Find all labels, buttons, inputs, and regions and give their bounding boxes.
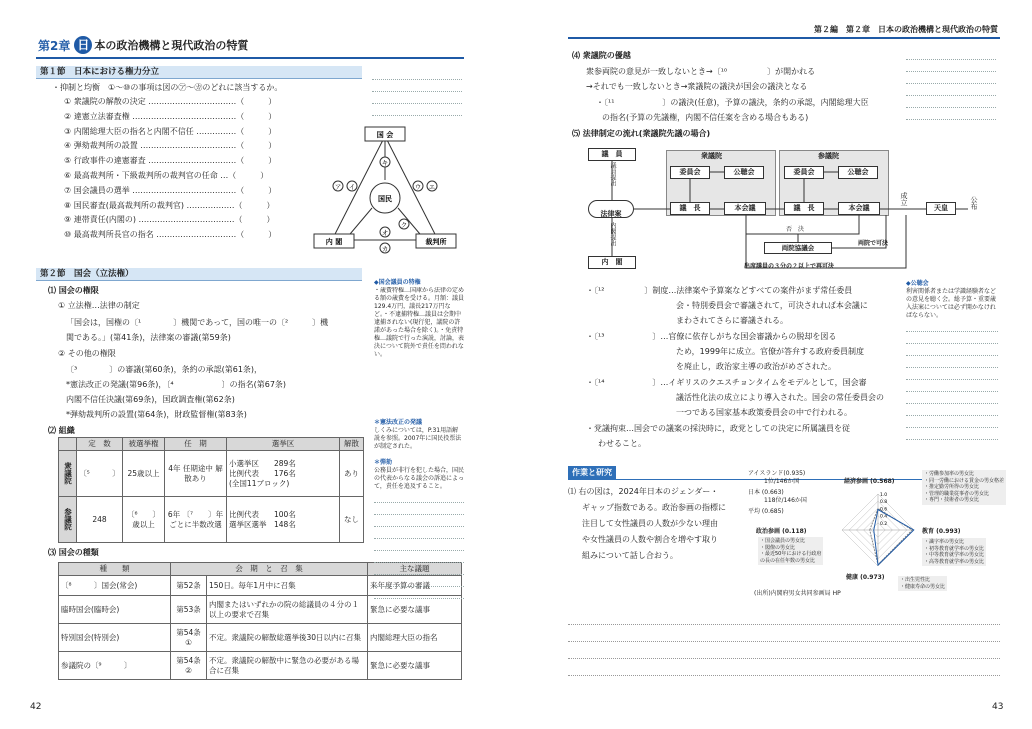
research-line: や女性議員の人数や割合を増やす取り [582,535,718,544]
kind-cell: 臨時国会(臨時会) [59,596,171,624]
label-ki: キ [381,159,389,167]
radar-item: ・推定勤労所得の男女比 [924,484,980,490]
kind-cell: 来年度予算の審議 [368,576,462,596]
flow-honkaigi-1: 本会議 [724,202,766,215]
org-sangiin-hi: 〔⁶ 〕歳以上 [123,497,165,543]
flow-hiketsu: 否 決 [786,226,805,233]
note-body: 公務員が非行を犯した場合，国民の代表からなる議会の訴追によって，責任を追及すること。 [374,467,465,490]
q15-line1: ・党議拘束…国会での議案の採決時に，政党としての決定に所属議員を従 [586,424,850,433]
running-rule [568,37,1000,39]
radar-tick: 0.2 [880,521,888,527]
p1-line4: ② その他の権限 [58,349,116,358]
kind-cell: 参議院の〔⁹ 〕 [59,652,171,680]
kind-cell: 特別国会(特別会) [59,624,171,652]
radar-item: ・専門・技術者の男女比 [924,497,980,503]
kind-cell: 不定。衆議院の解散中に緊急の必要がある場合に召集 [207,652,368,680]
research-label: 作業と研究 [568,466,616,479]
radar-item: ・高等教育就学率の男女比 [924,558,985,565]
radar-item: ・管理的職業従事者の男女比 [924,490,990,497]
p4-line2: →それでも一致しないとき→衆議院の議決が国会の議決となる [586,82,808,91]
chapter-letter: 日 [74,36,92,54]
flow-shugiin: 衆議院 [701,152,722,160]
label-u: ウ [414,183,422,191]
seiji-items [758,537,823,565]
research-line: ⑴ 右の図は，2024年日本のジェンダー・ [568,487,719,496]
kind-cell: 〔⁸ 〕国会(常会) [59,576,171,596]
flow-kochokai-2: 公聴会 [838,166,878,179]
axis-seiji: 政治参画 (0.118) [756,528,807,535]
kenko-items [898,576,947,591]
org-sangiin-ninki: 6年 〔⁷ 〕年ごとに半数改選 [165,497,227,543]
note-heading: ◆国会議員の特権 [374,279,421,286]
answer-lines [568,608,1000,676]
p4-line4: の指名(予算の先議権，内閣不信任案を含める場合もある) [602,113,809,122]
page-number-right: 43 [992,702,1004,712]
list-item: ⑨ 連帯責任(内閣の) ………………………………（ ） [64,215,275,225]
kind-cell: 第52条 [171,576,207,596]
flow-saiketsu: 出席議員の３分の２以上で再可決 [744,263,835,270]
page-number-left: 42 [30,702,42,712]
chapter-header [38,36,248,54]
org-head-teisu: 定 数 [77,438,123,451]
p2-heading: ⑵ 組織 [48,426,75,435]
org-shugiin-ninki: 4年 任期途中 解散あり [165,451,227,497]
radar-chart [748,470,1005,600]
kind-cell: 緊急に必要な議事 [368,652,462,680]
org-sangiin-sen2: 選挙区選挙 148名 [229,519,296,529]
radar-item: ・初等教育就学率の男女比 [924,545,985,552]
flow-seiritsu: 成立 [900,192,908,206]
q15-line2: わせること。 [598,439,646,448]
label-ku: ク [400,221,408,229]
flow-sangiin: 参議院 [818,152,839,160]
org-sangiin-sen1: 比例代表 100名 [229,509,296,519]
kyoiku-items [922,538,986,566]
note-body: しくみについては，P.31用語解説を参照。2007年に国民投票法が制定された。 [374,427,462,450]
label-i: イ [348,183,356,191]
org-shugiin-sen1: 小選挙区 289名 [229,458,296,468]
axis-kyoiku: 教育 (0.993) [922,528,961,535]
flow-iinkai-2: 委員会 [784,166,824,179]
legend-iceland: アイスランド(0.935) [748,470,806,477]
radar-tick: 0.6 [880,507,888,513]
note-heading: ＊憲法改正の発議 [374,419,423,426]
kind-cell: 150日。毎年1月中に召集 [207,576,368,596]
q13-line1: ・〔¹³ 〕…官僚に依存しがちな国会審議からの脱却を図る [586,332,837,341]
kind-cell: 内閣総理大臣の指名 [368,624,462,652]
q12-line3: まわされてさらに審議される。 [676,316,788,325]
axis-keizai: 経済参画 (0.568) [844,478,895,485]
kind-cell: 第54条 ① [171,624,207,652]
kind-head-session: 会 期 と 召 集 [171,563,368,576]
radar-item: ・国会議員の男女比 [760,538,806,544]
flow-naikaku-teishutsu: 内閣提出 [609,222,616,246]
q13-line2: ため，1999年に成立。官僚が答弁する政府委員制度 [676,347,865,356]
diagram-naikaku: 内 閣 [325,238,343,246]
q14-line2: 議活性化法の成立により導入された。国会の常任委員会の [676,393,884,402]
list-item: ⑦ 国会議員の選挙 …………………………………（ ） [64,185,277,195]
research-line: ギャップ指数である。政治参画の指標に [582,503,726,512]
kind-cell: 第53条 [171,596,207,624]
kind-cell: 内閣またはいずれかの院の総議員の４分の１以上の要求で召集 [207,596,368,624]
diagram-saibansho: 裁判所 [425,238,447,246]
note-body: ・歳費特権…国庫から法律の定める額の歳費を受ける。月額：議員129.4万円，議長217万円など。・不逮捕特権…議員は会期中逮捕されない(現行犯，議院の許諾があった場合を除く)。・免責特権…議院で行った演説，討論，表決について院外で責任を問われない。 [374,287,464,358]
list-item: ⑩ 最高裁判所長官の指名 …………………………（ ） [64,230,277,240]
org-shugiin: 衆議院 [59,451,77,497]
radar-item: ・労働参加率の男女比 [924,471,975,477]
section-1-heading: 第１節 日本における権力分立 [36,66,362,79]
radar-tick: 0.8 [880,500,888,506]
label-o: オ [381,229,389,237]
q14-line3: 一つである国家基本政策委員会の中で行われる。 [676,408,852,417]
q12-line2: 会・特別委員会で審議されて，可決されれば本会議に [676,301,868,310]
flow-gicho-1: 議 長 [670,202,710,215]
list-item: ⑤ 行政事件の違憲審査 ……………………………（ ） [64,156,277,166]
flow-iinkai-1: 委員会 [670,166,710,179]
q13-line3: を廃止し，政治家主導の政治がめざされた。 [676,362,836,371]
p1-line1: ① 立法権…法律の制定 [58,301,140,310]
flow-honkaigi-2: 本会議 [838,202,880,215]
org-sangiin-kaisan: なし [340,497,364,543]
flow-kochokai-1: 公聴会 [724,166,764,179]
items-list [64,96,324,244]
kind-cell: 第54条 ② [171,652,207,680]
label-e: エ [428,183,436,191]
research-question [568,486,726,566]
keizai-items [922,470,1006,505]
running-head: 第２編 第２章 日本の政治機構と現代政治の特質 [814,25,998,34]
research-line: 組みについて話し合おう。 [582,551,678,560]
radar-item: ・識字率の男女比 [924,539,965,545]
list-item: ⑧ 国民審査(最高裁判所の裁判官) ………………（ ） [64,200,275,210]
legend-avg: 平均 (0.685) [748,508,784,515]
p1-line3: 関である。」(第41条)，法律案の審議(第59条) [66,333,231,342]
q14-line1: ・〔¹⁴ 〕…イギリスのクエスチョンタイムをモデルとして，国会審 [586,378,867,387]
note-heading: ＊弾劾 [374,459,393,466]
flow-diagram [586,144,982,274]
flow-ryoin-kahi: 両院で可決 [858,240,889,247]
note-body: 利害関係者または学識経験者などの意見を聴く会。総予算・重要歳入法案については必ず開かなければならない。 [906,288,997,319]
chapter-title: 本の政治機構と現代政治の特質 [94,39,249,52]
p1-line5: 〔³ 〕の審議(第60条)，条約の承認(第61条)， [66,365,263,374]
label-ka: カ [381,245,389,253]
flow-houritsuan-label: 法律案 [600,210,622,218]
legend-japan-rank: 118位/146か国 [764,497,807,504]
p4-heading: ⑷ 衆議院の優越 [572,51,631,60]
radar-tick: 1.0 [880,493,888,498]
p1-line7: 内閣不信任決議(第69条)，国政調査権(第62条) [66,395,235,404]
radar-item: ・最近50年における行政府 [760,551,822,557]
flow-arrows [586,144,982,274]
side-notes-left [374,279,464,599]
flow-ryoin: 両院協議会 [764,242,832,254]
radar-item: ・健康寿命の男女比 [900,583,946,590]
label-a: ア [334,183,342,191]
radar-item: ・出生児性比 [900,577,931,583]
sec1-intro: ・抑制と均衡 ①～⑩の事項は図の㋐～㋕のどれに該当するか。 [52,83,283,92]
separation-diagram [310,122,460,258]
org-sangiin: 参議院 [59,497,77,543]
list-item: ⑥ 最高裁判所・下級裁判所の裁判官の任命 …（ ） [64,170,269,180]
notes-column-1 [372,68,462,116]
p1-heading: ⑴ 国会の権限 [48,286,99,295]
org-head-ninki: 任 期 [165,438,227,451]
list-item: ② 違憲立法審査権 …………………………………（ ） [64,111,277,121]
kind-cell: 不定。衆議院の解散総選挙後30日以内に召集 [207,624,368,652]
list-item: ④ 弾劾裁判所の設置 ………………………………（ ） [64,141,277,151]
radar-plot [838,486,918,574]
organization-table [58,437,364,543]
flow-kofu: 公布 [970,196,978,210]
kind-head-type: 種 類 [59,563,171,576]
p5-heading: ⑸ 法律制定の流れ(衆議院先議の場合) [572,129,711,138]
radar-item: ・中等教育就学率の男女比 [924,552,985,558]
notes-column-right-top [906,48,996,120]
org-shugiin-teisu: 〔⁵ 〕 [77,451,123,497]
radar-tick: 0.4 [880,514,888,520]
kind-cell: 緊急に必要な議事 [368,596,462,624]
flow-giin: 議 員 [588,148,636,161]
flow-giin-teishutsu: 議員提出 [609,162,616,186]
org-shugiin-kaisan: あり [340,451,364,497]
radar-source: (出所)内閣府男女共同参画局 HP [754,590,841,597]
section-2-heading: 第２節 国会（立法権） [36,268,362,281]
right-page [516,0,1032,729]
research-line: 注目して女性議員の人数が少ない理由 [582,519,718,528]
org-head-kaisan: 解散 [340,438,364,451]
side-note-right [906,280,998,440]
org-shugiin-sen2: 比例代表 176名 [229,468,296,478]
note-heading: ◆公聴会 [906,280,929,287]
list-item: ① 衆議院の解散の決定 ……………………………（ ） [64,97,277,106]
org-sangiin-teisu: 248 [77,497,123,543]
legend-iceland-rank: 1位/146か国 [764,478,800,485]
p4-line3: ・〔¹¹ 〕の議決(任意)，予算の議決，条約の承認，内閣総理大臣 [596,98,869,107]
p1-line2: 「国会は，国権の〔¹ 〕機関であって，国の唯一の〔² 〕機 [66,318,329,327]
flow-tenno: 天皇 [926,202,956,215]
radar-item: の長の在任年数の男女比 [760,557,816,564]
diagram-kokkai: 国 会 [376,131,394,139]
org-shugiin-sen3: (全国11ブロック) [229,478,290,488]
p4-line1: 衆参両院の意見が一致しないとき→〔¹⁰ 〕が開かれる [586,67,816,76]
p3-heading: ⑶ 国会の種類 [48,548,99,557]
p1-line6: *憲法改正の発議(第96条)，〔⁴ 〕の指名(第67条) [66,380,287,389]
diagram-kokumin: 国民 [378,195,392,203]
legend-japan: 日本 (0.663) [748,489,784,496]
radar-item: ・閣僚の男女比 [760,544,796,551]
kind-head-topic: 主な議題 [368,563,462,576]
org-head-senkyoku: 選挙区 [227,438,340,451]
axis-kenko: 健康 (0.973) [846,574,885,581]
radar-item: ・同一労働における賃金の男女格差 [924,477,1005,484]
p1-line8: *弾劾裁判所の設置(第64条)，財政監督権(第83条) [66,410,247,419]
org-shugiin-hi: 25歳以上 [123,451,165,497]
chapter-label: 第2章 [38,38,71,53]
flow-naikaku: 内 閣 [588,256,636,269]
flow-gicho-2: 議 長 [784,202,824,215]
chapter-rule [36,57,464,59]
list-item: ③ 内閣総理大臣の指名と内閣不信任 ……………（ ） [64,126,277,136]
q12-line1: ・〔¹² 〕制度…法律案や予算案などすべての案件がまず常任委員 [586,286,853,295]
org-head-hi: 被選挙権 [123,438,165,451]
